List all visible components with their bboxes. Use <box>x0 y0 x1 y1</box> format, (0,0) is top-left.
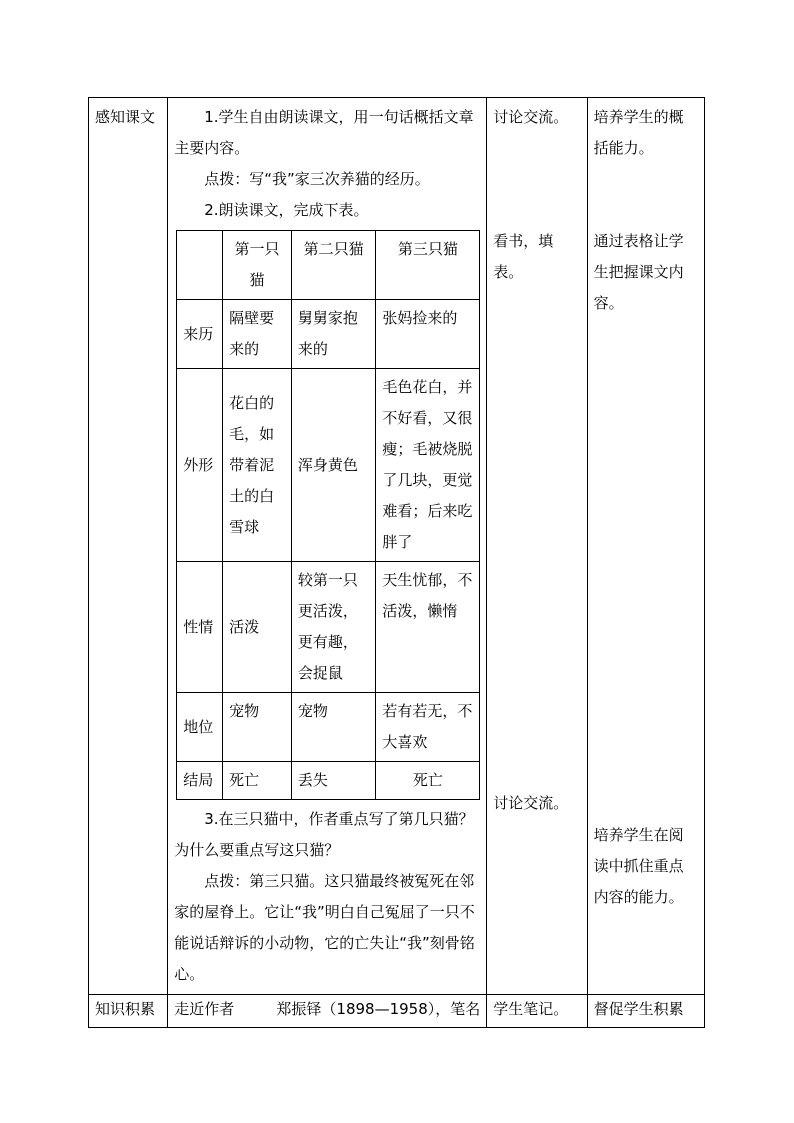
hint-3: 点拨：第三只猫。这只猫最终被冤死在邻家的屋脊上。它让“我”明白自己冤屈了一只不能说话辩诉的小动物，它的亡失让“我”刻骨铭心。 <box>174 872 475 983</box>
header-cat-3: 第三只猫 <box>376 231 480 300</box>
table-cell: 死亡 <box>376 762 480 800</box>
design-intent-cell <box>587 995 704 1028</box>
row-label: 结局 <box>177 762 223 800</box>
cat-comparison-table <box>176 230 480 800</box>
student-activity-cell <box>487 98 587 995</box>
section-cell <box>89 995 168 1028</box>
student-activity: 学生笔记。 <box>493 1000 569 1018</box>
design-intent-2: 通过表格让学生把握课文内容。 <box>593 232 684 312</box>
student-activity-cell <box>487 995 587 1028</box>
hint-1: 点拨：写“我”家三次养猫的经历。 <box>204 170 430 188</box>
design-intent: 督促学生积累 <box>593 1000 684 1018</box>
table-row <box>177 369 480 562</box>
row-label: 地位 <box>177 693 223 762</box>
student-activity-2: 看书，填表。 <box>493 232 554 281</box>
question-1: 1.学生自由朗读课文，用一句话概括文章主要内容。 <box>174 108 474 157</box>
table-cell: 较第一只更活泼，更有趣，会捉鼠 <box>291 562 376 693</box>
table-row <box>177 562 480 693</box>
row-label: 外形 <box>177 369 223 562</box>
table-cell: 浑身黄色 <box>291 369 376 562</box>
table-cell: 舅舅家抱来的 <box>291 300 376 369</box>
row-label: 性情 <box>177 562 223 693</box>
subsection-label: 走近作者 <box>174 1000 235 1018</box>
lesson-plan-table <box>88 97 705 1028</box>
table-cell: 宠物 <box>223 693 292 762</box>
table-cell: 张妈捡来的 <box>376 300 480 369</box>
table-cell: 隔壁要来的 <box>223 300 292 369</box>
table-row <box>177 300 480 369</box>
question-3: 3.在三只猫中，作者重点写了第几只猫？为什么要重点写这只猫？ <box>174 810 474 859</box>
table-cell: 天生忧郁，不活泼，懒惰 <box>376 562 480 693</box>
author-intro: 郑振铎（1898—1958），笔名 <box>276 1000 481 1018</box>
student-activity-1: 讨论交流。 <box>493 108 569 126</box>
table-cell: 活泼 <box>223 562 292 693</box>
table-cell: 花白的毛，如带着泥土的白雪球 <box>223 369 292 562</box>
table-cell: 死亡 <box>223 762 292 800</box>
table-cell: 若有若无，不大喜欢 <box>376 693 480 762</box>
section-label: 感知课文 <box>95 108 156 126</box>
table-cell: 宠物 <box>291 693 376 762</box>
cat-table-header-row <box>177 231 480 300</box>
header-cat-1: 第一只猫 <box>223 231 292 300</box>
row-perception <box>89 98 705 995</box>
teacher-activity-cell <box>168 98 487 995</box>
design-intent-3: 培养学生在阅读中抓住重点内容的能力。 <box>593 826 684 906</box>
header-cat-2: 第二只猫 <box>291 231 376 300</box>
section-cell <box>89 98 168 995</box>
design-intent-cell <box>587 98 704 995</box>
row-label: 来历 <box>177 300 223 369</box>
teacher-activity-cell <box>168 995 487 1028</box>
table-row <box>177 693 480 762</box>
table-row <box>177 762 480 800</box>
table-cell: 丢失 <box>291 762 376 800</box>
row-knowledge <box>89 995 705 1028</box>
question-2: 2.朗读课文，完成下表。 <box>204 201 369 219</box>
student-activity-3: 讨论交流。 <box>493 794 569 812</box>
cat-table-corner <box>177 231 223 300</box>
design-intent-1: 培养学生的概括能力。 <box>593 108 684 157</box>
section-label: 知识积累 <box>95 1000 156 1018</box>
table-cell: 毛色花白，并不好看，又很瘦；毛被烧脱了几块，更觉难看；后来吃胖了 <box>376 369 480 562</box>
